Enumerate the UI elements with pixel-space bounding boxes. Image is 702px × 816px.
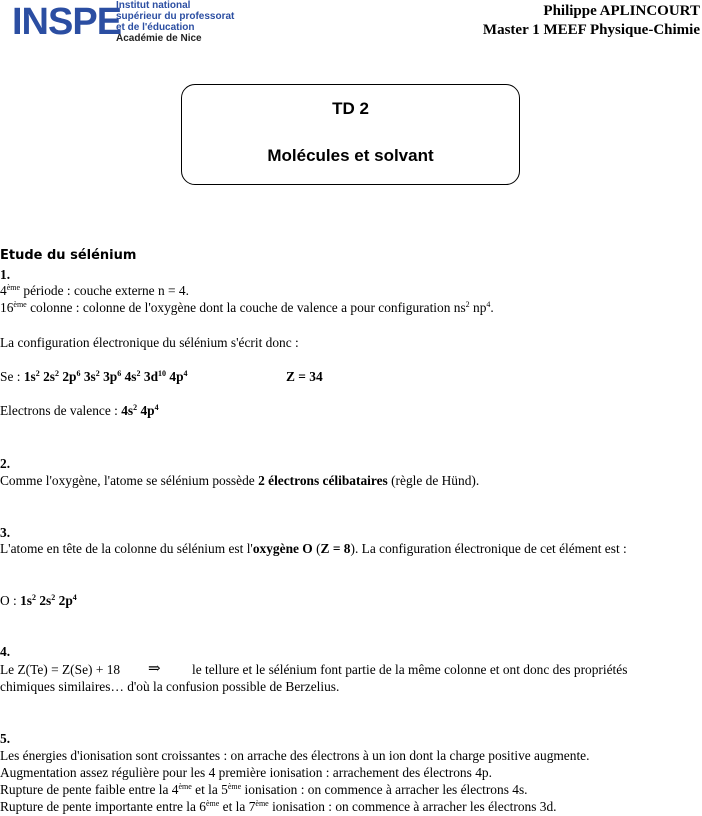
logo-text [116,0,234,44]
o-configuration: O : $1s^2$ $2s^2$ $2p^4$ [0,593,77,608]
logo-line: et de l'éducation [116,22,195,33]
q3-text: L'atome en tête de la colonne du sélénium est l'oxygène O (Z = 8). La configuration électronique de cet élément est : [0,541,627,556]
logo-line: supérieur du professorat [116,11,235,22]
question-number: 2. [0,456,11,471]
q4-line-1-right: le tellure et le sélénium font partie de la même colonne et ont donc des propriétés [192,662,628,677]
title-box [181,84,520,185]
q1-line-1: 4ème période : couche externe n = 4. [0,283,189,298]
td-subject: Molécules et solvant [267,146,434,165]
question-number: 5. [0,731,11,746]
question-number: 3. [0,525,11,540]
implies-arrow-icon: ⇒ [148,661,161,677]
logo-letters: INSPE [12,1,122,43]
q4-line-1-left: Le Z(Te) = Z(Se) + 18 [0,662,121,677]
q5-line-3: Rupture de pente faible entre la 4ème et la 5ème ionisation : on commence à arracher les électrons 4s. [0,782,528,797]
logo-line: Institut national [116,0,191,11]
logo-line: Académie de Nice [116,33,202,44]
q4-line-2: chimiques similaires… d'où la confusion possible de Berzelius. [0,679,340,694]
inspe-logo-mark [12,1,122,43]
q5-line-1: Les énergies d'ionisation sont croissantes : on arrache des électrons à un ion dont la charge positive augmente. [0,748,590,763]
question-number: 4. [0,644,11,659]
section-title: Etude du sélénium [0,248,137,263]
valence-electrons: Electrons de valence : $4s^2$ $4p^4$ [0,403,159,418]
atomic-number: Z = 34 [286,369,323,384]
q1-line-2: 16ème colonne : colonne de l'oxygène dont la couche de valence a pour configuration $ns^2$ $np^4$. [0,300,494,315]
inspe-logo [12,0,252,46]
course-name: Master 1 MEEF Physique-Chimie [482,22,700,38]
question-number: 1. [0,267,11,282]
q5-line-4: Rupture de pente importante entre la 6ème et la 7ème ionisation : on commence à arracher les électrons 3d. [0,799,557,814]
td-number: TD 2 [332,99,369,118]
q1-line-3: La configuration électronique du sélénium s'écrit donc : [0,335,299,350]
author-name: Philippe APLINCOURT [543,3,700,19]
q5-line-2: Augmentation assez régulière pour les 4 première ionisation : arrachement des électrons 4p. [0,765,492,780]
se-configuration: Se : $1s^2$ $2s^2$ $2p^6$ $3s^2$ $3p^6$ $4s^2$ $3d^{10}$ $4p^4$ [0,369,188,384]
author-block [483,2,700,40]
q2-text: Comme l'oxygène, l'atome se sélénium possède 2 électrons célibataires (règle de Hünd). [0,473,480,488]
